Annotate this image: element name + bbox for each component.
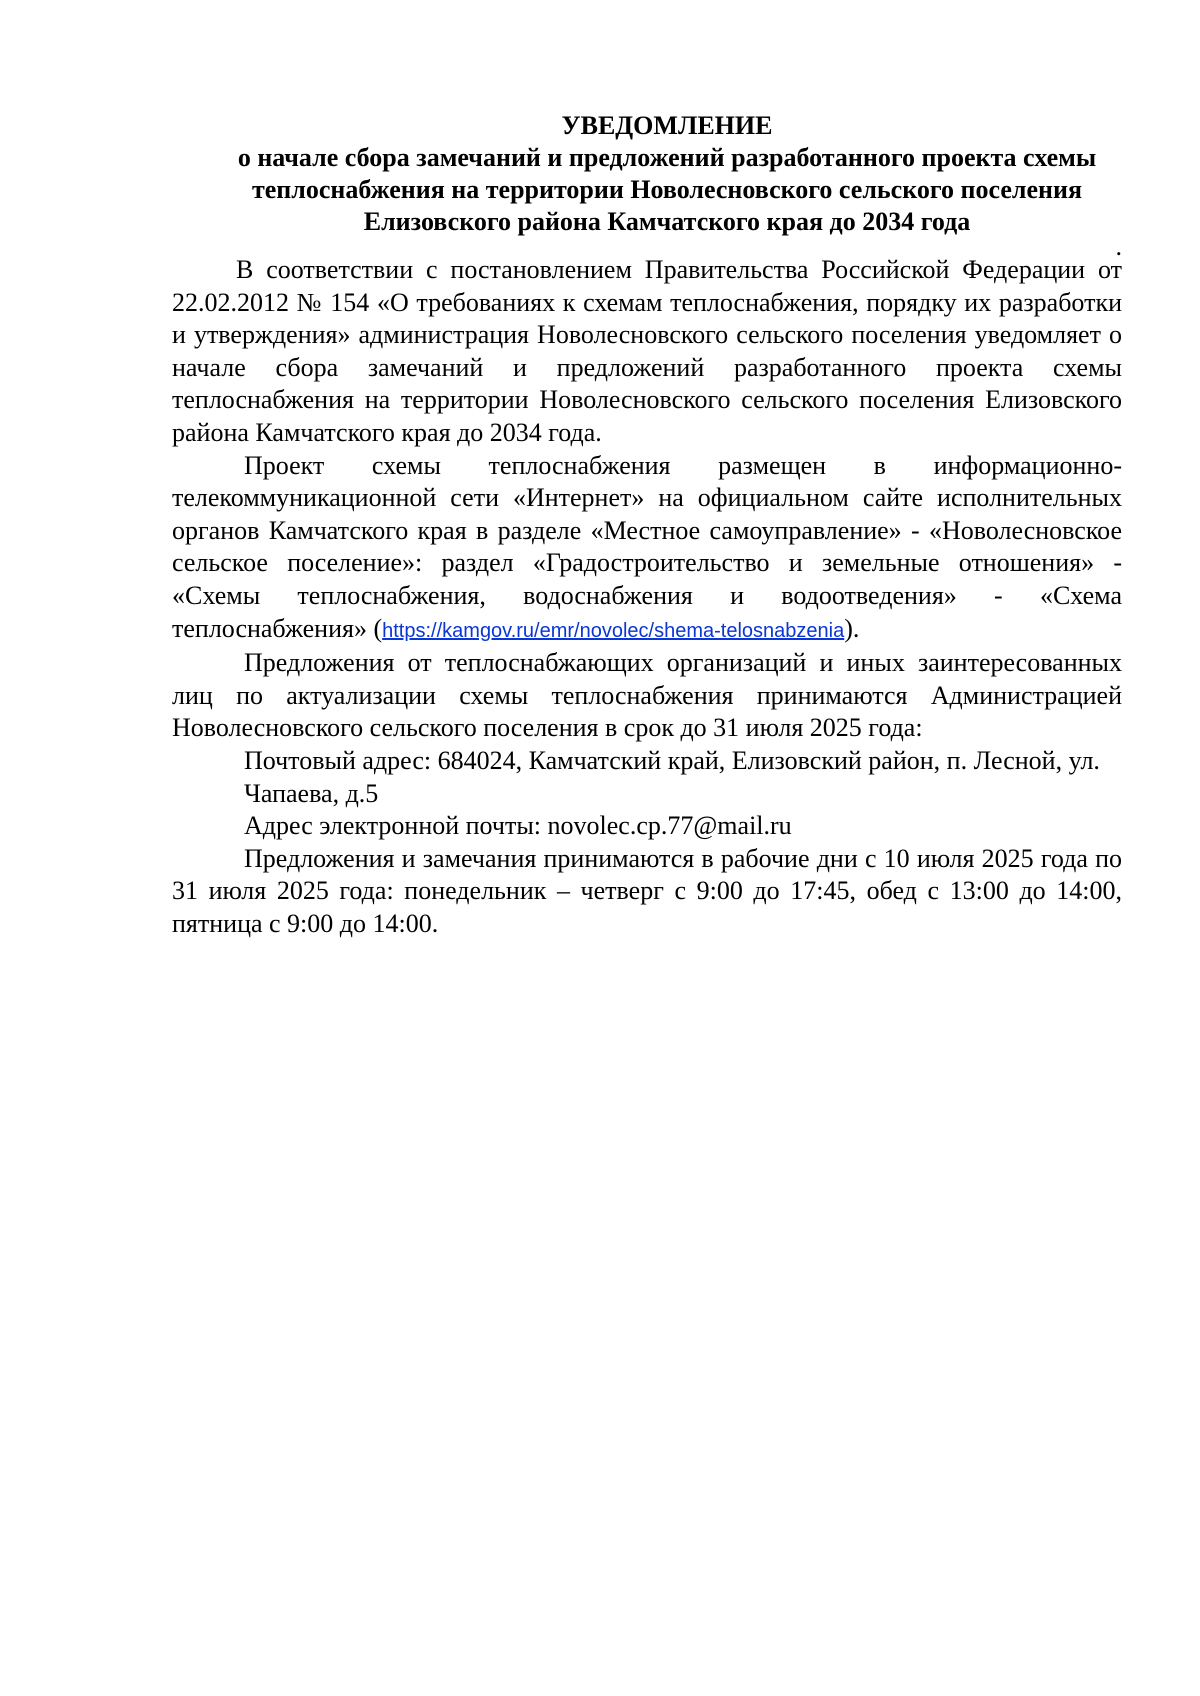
paragraph-email: Адрес электронной почты: novolec.cp.77@mail.ru [244, 811, 792, 841]
title-subheading-line1: о начале сбора замечаний и предложений разработанного проекта схемы [237, 143, 1097, 172]
stray-dot: . [1115, 232, 1122, 261]
title-subheading-line2: теплоснабжения на территории Новолесновского сельского поселения [251, 175, 1083, 204]
title-heading: УВЕДОМЛЕНИЕ [561, 111, 773, 140]
document-page [172, 110, 1122, 940]
title-subheading-line3: Елизовского района Камчатского края до 2034 года [363, 207, 971, 236]
project-link[interactable]: https://kamgov.ru/emr/novolec/shema-telosnabzenia [382, 619, 845, 642]
paragraph-project-location [172, 450, 1122, 648]
project-location-text: Проект схемы теплоснабжения размещен в информационно-телекоммуникационной сети «Интернет» на официальном сайте исполнительных органов Камчатского края в разделе «Местное самоуправление» - «Новолесновское сельское поселение»: раздел «Градостроительство и земельные отношения» - «Схемы теплоснабжения, водоснабжения и водоотведения» - «Схема теплоснабжения» ( [172, 450, 1122, 643]
paragraph-postal-address: Почтовый адрес: 684024, Камчатский край, Елизовский район, п. Лесной, ул. [244, 745, 1100, 775]
paragraph-resolution: В соответствии с постановлением Правительства Российской Федерации от 22.02.2012 № 154 «О требованиях к схемам теплоснабжения, порядку их разработки и утверждения» администрация Новолесновского сельского поселения уведомляет о начале сбора замечаний и предложений разработанного проекта схемы теплоснабжения на территории Новолесновского сельского поселения Елизовского района Камчатского края до 2034 года. [172, 255, 1122, 447]
paragraph-proposals-deadline: Предложения от теплоснабжающих организаций и иных заинтересованных лиц по актуализации схемы теплоснабжения принимаются Администрацией Новолесновского сельского поселения в срок до 31 июля 2025 года: [172, 648, 1122, 743]
paragraph-street: Чапаева, д.5 [244, 778, 379, 808]
project-location-end: ). [844, 613, 860, 643]
paragraph-schedule: Предложения и замечания принимаются в рабочие дни с 10 июля 2025 года по 31 июля 2025 года: понедельник – четверг с 9:00 до 17:45, обед с 13:00 до 14:00, пятница с 9:00 до 14:00. [172, 843, 1122, 938]
